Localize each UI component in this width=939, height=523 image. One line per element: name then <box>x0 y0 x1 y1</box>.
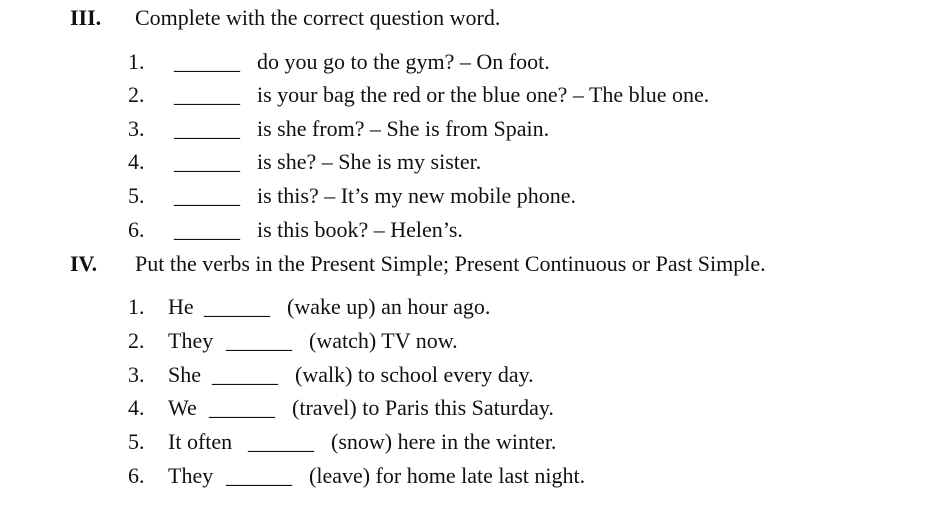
s3-item-1-text: do you go to the gym? – On foot. <box>257 49 550 74</box>
s4-item-5-text: (snow) here in the winter. <box>331 429 557 454</box>
s4-item-1-blank: ______ <box>204 294 270 319</box>
s3-item-1-blank: ______ <box>174 49 240 74</box>
s4-item-6-subject: They <box>168 463 214 488</box>
s4-item-5-blank: ______ <box>248 429 314 454</box>
s4-item-5-number: 5. <box>128 429 145 454</box>
s4-item-6-number: 6. <box>128 463 145 488</box>
s3-item-4-text: is she? – She is my sister. <box>257 149 482 174</box>
s3-item-4-number: 4. <box>128 149 145 174</box>
s4-item-6-text: (leave) for home late last night. <box>309 463 586 488</box>
s4-item-3-blank: ______ <box>212 362 278 387</box>
s4-item-4-number: 4. <box>128 395 145 420</box>
s4-item-3-subject: She <box>168 362 201 387</box>
s3-item-3-text: is she from? – She is from Spain. <box>257 116 550 141</box>
s3-item-2-number: 2. <box>128 82 145 107</box>
s4-item-2-text: (watch) TV now. <box>309 328 458 353</box>
section-4-instruction: Put the verbs in the Present Simple; Present Continuous or Past Simple. <box>135 251 766 276</box>
s3-item-2-text: is your bag the red or the blue one? – The blue one. <box>257 82 710 107</box>
s3-item-5-text: is this? – It’s my new mobile phone. <box>257 183 576 208</box>
s3-item-5-blank: ______ <box>174 183 240 208</box>
s4-item-4-text: (travel) to Paris this Saturday. <box>292 395 554 420</box>
s4-item-1-subject: He <box>168 294 194 319</box>
s3-item-1-number: 1. <box>128 49 145 74</box>
s3-item-6-number: 6. <box>128 217 145 242</box>
s4-item-1-number: 1. <box>128 294 145 319</box>
s3-item-5-number: 5. <box>128 183 145 208</box>
s4-item-3-number: 3. <box>128 362 145 387</box>
s3-item-4-blank: ______ <box>174 149 240 174</box>
s3-item-2-blank: ______ <box>174 82 240 107</box>
s4-item-2-blank: ______ <box>226 328 292 353</box>
section-3-numeral: III. <box>70 5 102 30</box>
s4-item-5-subject: It often <box>168 429 233 454</box>
s4-item-2-subject: They <box>168 328 214 353</box>
s3-item-6-text: is this book? – Helen’s. <box>257 217 463 242</box>
s3-item-6-blank: ______ <box>174 217 240 242</box>
s4-item-4-blank: ______ <box>209 395 275 420</box>
section-3-instruction: Complete with the correct question word. <box>135 5 501 30</box>
s4-item-4-subject: We <box>168 395 197 420</box>
s3-item-3-blank: ______ <box>174 116 240 141</box>
section-4-numeral: IV. <box>70 251 98 276</box>
s4-item-3-text: (walk) to school every day. <box>295 362 534 387</box>
s4-item-2-number: 2. <box>128 328 145 353</box>
s3-item-3-number: 3. <box>128 116 145 141</box>
s4-item-1-text: (wake up) an hour ago. <box>287 294 491 319</box>
s4-item-6-blank: ______ <box>226 463 292 488</box>
